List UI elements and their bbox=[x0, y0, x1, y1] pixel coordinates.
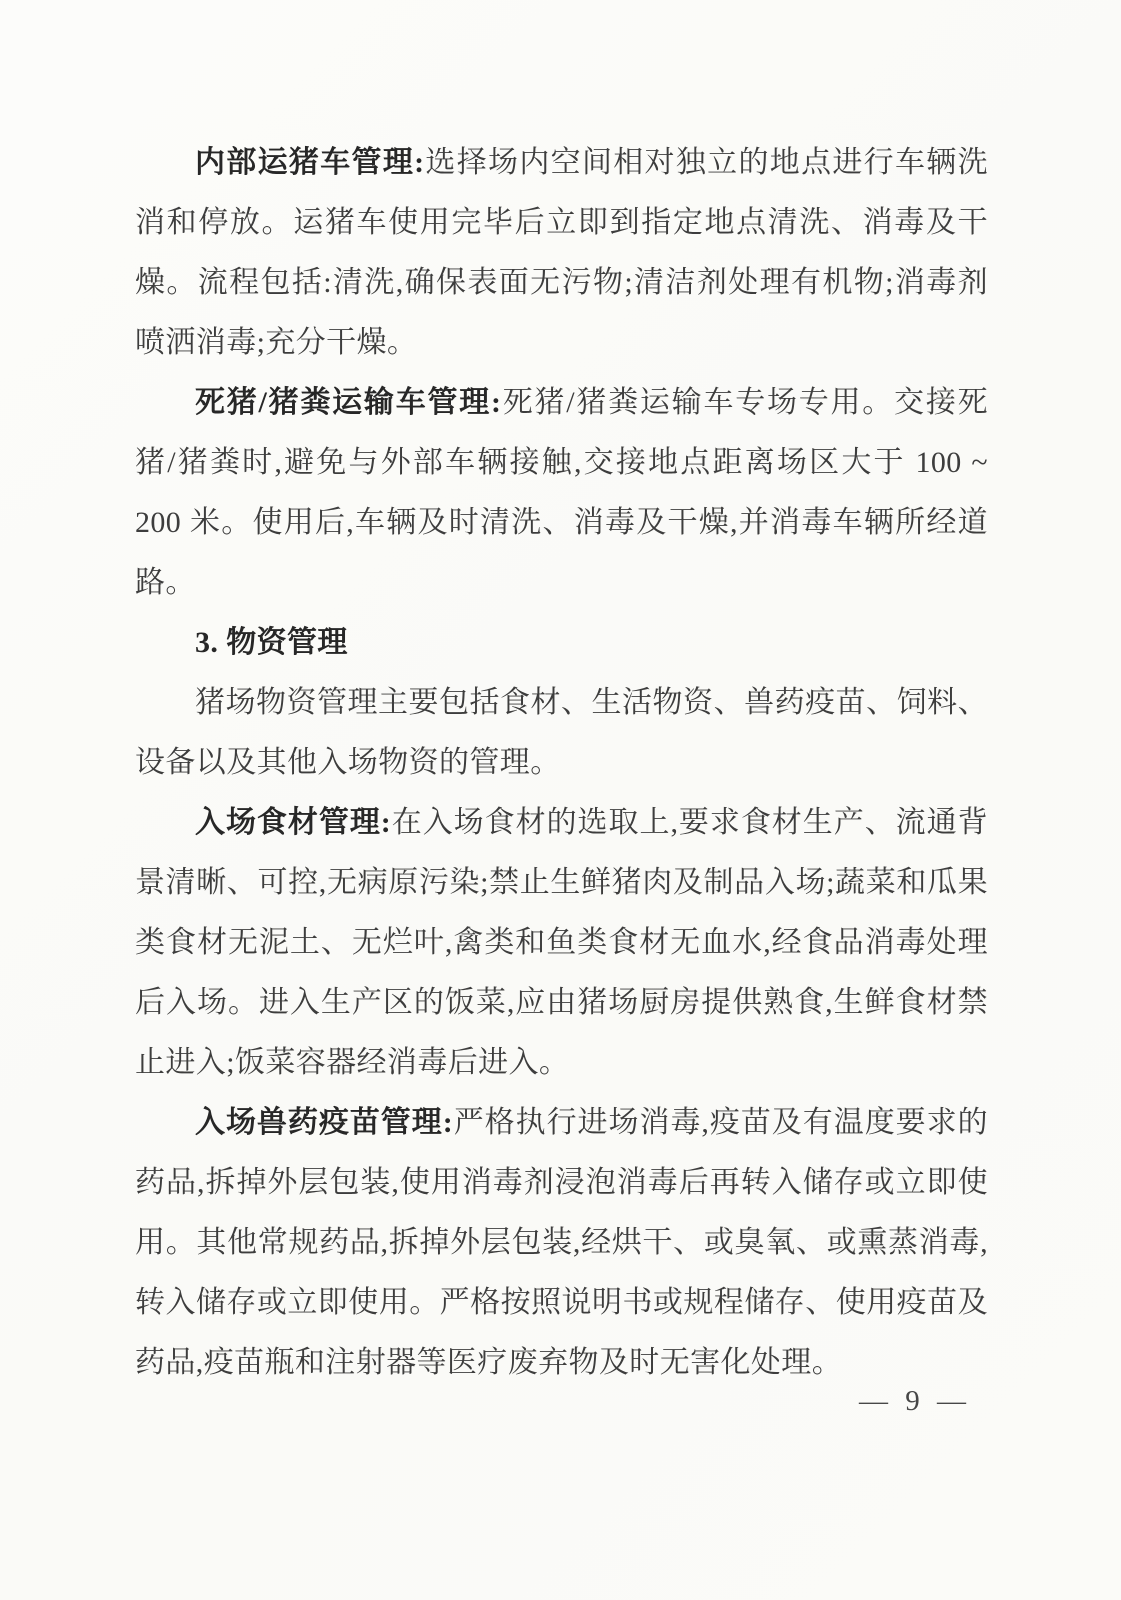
paragraph-lead-dead-pig-manure-truck: 死猪/猪粪运输车管理: bbox=[195, 386, 502, 419]
paragraph-body-internal-pig-truck: 选择场内空间相对独立的地点进行车辆洗消和停放。运猪车使用完毕后立即到指定地点清洗、消毒及干燥。流程包括:清洗,确保表面无污物;清洁剂处理有机物;消毒剂喷洒消毒;充分干燥。 bbox=[135, 146, 988, 359]
paragraph-lead-internal-pig-truck: 内部运猪车管理: bbox=[195, 146, 425, 179]
paragraph-internal-pig-truck bbox=[135, 133, 988, 373]
paragraph-food-materials bbox=[135, 793, 988, 1093]
paragraph-lead-food-materials: 入场食材管理: bbox=[195, 806, 392, 839]
paragraph-vet-drug-vaccine bbox=[135, 1093, 988, 1393]
paragraph-body-materials-overview: 猪场物资管理主要包括食材、生活物资、兽药疫苗、饲料、设备以及其他入场物资的管理。 bbox=[135, 686, 988, 779]
page-number: — 9 — bbox=[859, 1385, 971, 1417]
paragraph-body-food-materials: 在入场食材的选取上,要求食材生产、流通背景清晰、可控,无病原污染;禁止生鲜猪肉及制品入场;蔬菜和瓜果类食材无泥土、无烂叶,禽类和鱼类食材无血水,经食品消毒处理后入场。进入生产区的饭菜,应由猪场厨房提供熟食,生鲜食材禁止进入;饭菜容器经消毒后进入。 bbox=[135, 806, 988, 1079]
paragraph-body-vet-drug-vaccine: 严格执行进场消毒,疫苗及有温度要求的药品,拆掉外层包装,使用消毒剂浸泡消毒后再转入储存或立即使用。其他常规药品,拆掉外层包装,经烘干、或臭氧、或熏蒸消毒,转入储存或立即使用。严格按照说明书或规程储存、使用疫苗及药品,疫苗瓶和注射器等医疗废弃物及时无害化处理。 bbox=[135, 1106, 989, 1379]
paragraph-materials-overview bbox=[135, 673, 988, 793]
paragraph-body-dead-pig-manure-truck: 死猪/猪粪运输车专场专用。交接死猪/猪粪时,避免与外部车辆接触,交接地点距离场区大于 100 ~ 200 米。使用后,车辆及时清洗、消毒及干燥,并消毒车辆所经道路。 bbox=[135, 386, 988, 599]
paragraph-dead-pig-manure-truck bbox=[135, 373, 988, 613]
section-heading-materials-management: 3. 物资管理 bbox=[195, 626, 348, 659]
paragraph-lead-vet-drug-vaccine: 入场兽药疫苗管理: bbox=[195, 1106, 454, 1139]
document-text-block bbox=[135, 133, 988, 1393]
